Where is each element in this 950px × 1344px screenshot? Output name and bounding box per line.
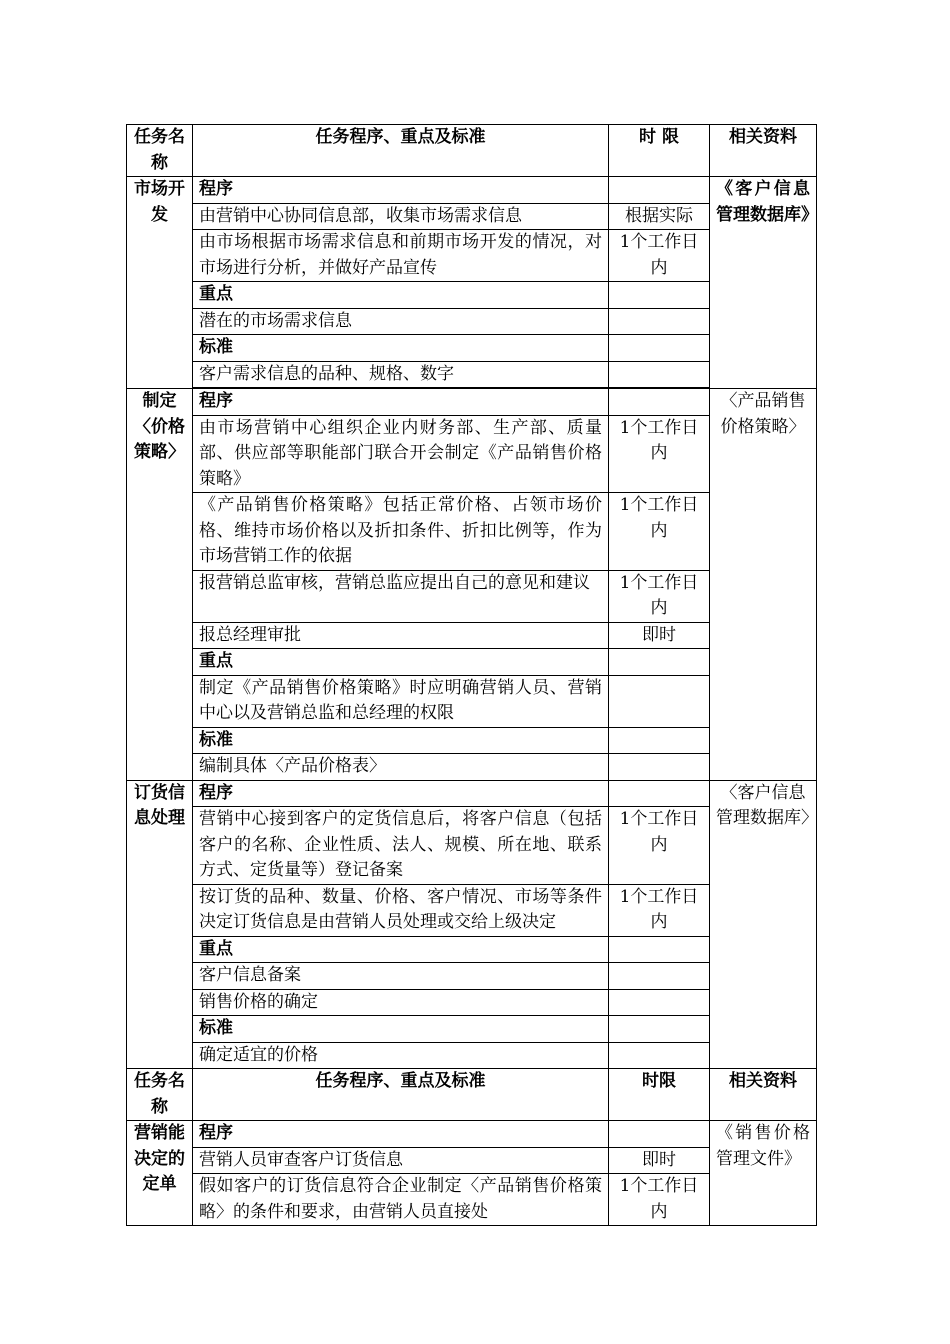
related-docs-pricing-strategy: 〈产品销售价格策略〉 (710, 389, 817, 781)
step-text: 按订货的品种、数量、价格、客户情况、市场等条件决定订货信息是由营销人员处理或交给上级决定 (193, 884, 609, 936)
step-time: 即时 (609, 1147, 710, 1174)
table-row (127, 177, 817, 204)
table-row (127, 1121, 817, 1148)
step-text: 《产品销售价格策略》包括正常价格、占领市场价格、维持市场价格以及折扣条件、折扣比例等，作为市场营销工作的依据 (193, 493, 609, 571)
table-header-row (127, 125, 817, 177)
task-name-marketing-orders: 营销能决定的定单 (127, 1121, 193, 1226)
header-related-docs: 相关资料 (710, 125, 817, 177)
step-time: 1个工作日内 (609, 1174, 710, 1226)
step-time: 1个工作日内 (609, 570, 710, 622)
step-text: 营销中心接到客户的定货信息后，将客户信息（包括客户的名称、企业性质、法人、规模、所在地、联系方式、定货量等）登记备案 (193, 807, 609, 885)
label-procedure: 程序 (193, 177, 609, 204)
task-name-order-processing: 订货信息处理 (127, 780, 193, 1069)
header-procedure: 任务程序、重点及标准 (193, 1069, 609, 1121)
related-docs-price-mgmt: 《销售价格管理文件》 (710, 1121, 817, 1226)
step-time: 1个工作日内 (609, 230, 710, 282)
step-time: 1个工作日内 (609, 415, 710, 493)
header-time-limit: 时 限 (609, 125, 710, 177)
step-text: 营销人员审查客户订货信息 (193, 1147, 609, 1174)
related-docs-customer-db: 《客户信息管理数据库》 (710, 177, 817, 389)
header-time-limit: 时限 (609, 1069, 710, 1121)
related-docs-customer-db-2: 〈客户信息管理数据库〉 (710, 780, 817, 1069)
label-procedure: 程序 (193, 1121, 609, 1148)
header-procedure: 任务程序、重点及标准 (193, 125, 609, 177)
label-focus: 重点 (193, 936, 609, 963)
header-task-name: 任务名称 (127, 1069, 193, 1121)
label-focus: 重点 (193, 282, 609, 309)
table-row (127, 389, 817, 416)
label-standard: 标准 (193, 1016, 609, 1043)
step-text: 由市场营销中心组织企业内财务部、生产部、质量部、供应部等职能部门联合开会制定《产品销售价格策略》 (193, 415, 609, 493)
label-procedure: 程序 (193, 780, 609, 807)
step-text: 报总经理审批 (193, 622, 609, 649)
focus-text: 制定《产品销售价格策略》时应明确营销人员、营销中心以及营销总监和总经理的权限 (193, 675, 609, 727)
label-focus: 重点 (193, 649, 609, 676)
label-procedure: 程序 (193, 389, 609, 416)
label-standard: 标准 (193, 727, 609, 754)
standard-text: 客户需求信息的品种、规格、数字 (193, 361, 609, 388)
step-time: 1个工作日内 (609, 807, 710, 885)
focus-text: 销售价格的确定 (193, 989, 609, 1016)
header-related-docs: 相关资料 (710, 1069, 817, 1121)
header-task-name: 任务名称 (127, 125, 193, 177)
focus-text: 潜在的市场需求信息 (193, 308, 609, 335)
step-time: 1个工作日内 (609, 493, 710, 571)
step-time: 即时 (609, 622, 710, 649)
step-time: 根据实际 (609, 203, 710, 230)
table-header-row (127, 1069, 817, 1121)
task-table (126, 124, 817, 1226)
step-time: 1个工作日内 (609, 884, 710, 936)
focus-text: 客户信息备案 (193, 963, 609, 990)
step-text-clip: 假如客户的订货信息符合企业制定〈产品销售价格策略〉的条件和要求，由营销人员直接处 (199, 1176, 602, 1222)
step-text: 报营销总监审核，营销总监应提出自己的意见和建议 (193, 570, 609, 622)
standard-text: 编制具体〈产品价格表〉 (193, 754, 609, 781)
step-text: 由营销中心协同信息部，收集市场需求信息 (193, 203, 609, 230)
step-text (193, 1174, 609, 1226)
standard-text: 确定适宜的价格 (193, 1042, 609, 1069)
label-standard: 标准 (193, 335, 609, 362)
task-name-pricing-strategy: 制定〈价格策略〉 (127, 389, 193, 781)
step-text: 由市场根据市场需求信息和前期市场开发的情况，对市场进行分析，并做好产品宣传 (193, 230, 609, 282)
task-name-market-development: 市场开发 (127, 177, 193, 389)
table-row (127, 780, 817, 807)
